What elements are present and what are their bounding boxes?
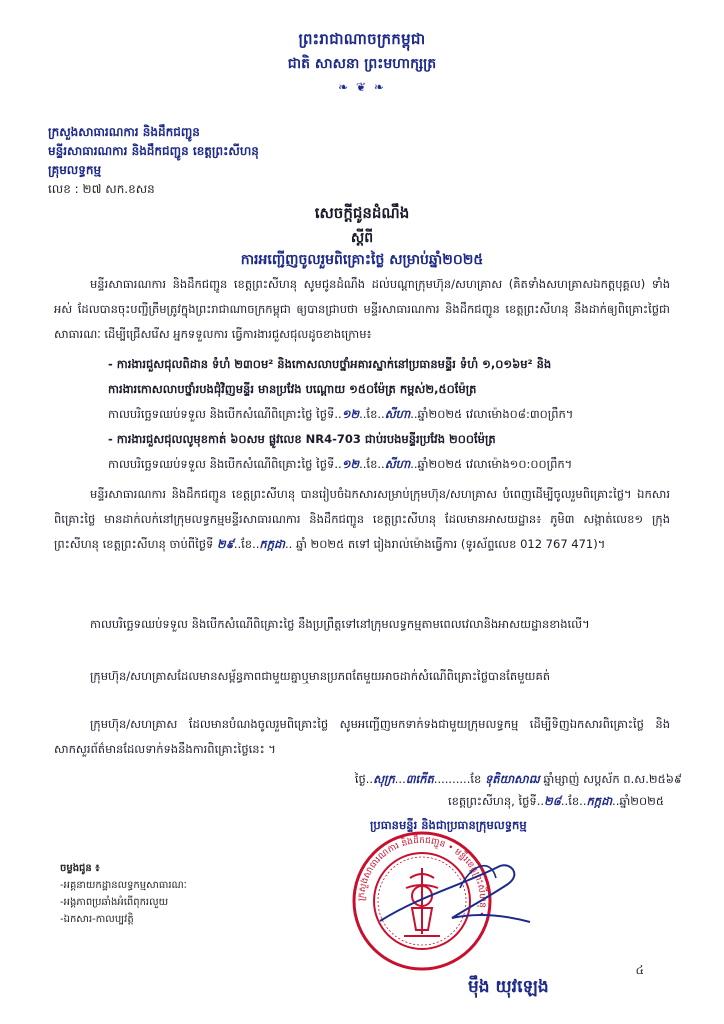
cc-item-1: -អគ្គនាយកដ្ឋានលទ្ធកម្មសាធារណៈ — [60, 880, 187, 891]
ministry-name: ក្រសួងសាធារណការ និងដឹកជញ្ជូន — [48, 125, 200, 139]
cc-item-2: -អង្គភាពប្រឆាំងអំពើពុករលួយ — [60, 897, 169, 908]
opening-paragraph: កាលបរិច្ឆេទឈប់ទទួល និងបើកសំណើពិគ្រោះថ្លៃ នឹងប្រព្រឹត្តទៅនៅក្រុមលទ្ធកម្មតាមពេលវេលានិងអាសយដ្ឋានខាងលើ។ — [90, 617, 590, 631]
item1-line1: - ការងារជួសជុលពិដាន ទំហំ ២៣០ម² និងកោសលាបថ្នាំអគារស្នាក់នៅប្រធានមន្ទីរ ទំហំ ១,០១៦ម² និង — [108, 357, 552, 371]
signatory-title: ប្រធានមន្ទីរ និងជាប្រធានក្រុមលទ្ធកម្ម — [370, 818, 527, 832]
solar-post: ..ឆ្នាំ២០២៥ — [612, 794, 664, 808]
lunar-date — [292, 772, 682, 789]
reference-number: លេខ : ២៧ សក.ខសន — [48, 182, 155, 196]
item1-deadline — [108, 402, 670, 427]
solar-date — [292, 794, 664, 811]
ornament-divider: ❧ ❦ ❧ — [338, 80, 386, 94]
contact-paragraph: ក្រុមហ៊ុន/សហគ្រាស ដែលមានបំណងចូលរួមពិគ្រោះថ្លៃ សូមអញ្ជើញមកទាក់ទងជាមួយក្រុមលទ្ធកម្ម ដើម្បីទិញឯកសារពិគ្រោះថ្លៃ និងសាកសួរព័ត៌មានដែលទាក់ទងនឹងការពិគ្រោះថ្លៃនេះ ។ — [54, 717, 670, 756]
lunar-mid2: ..........ខែ — [433, 772, 485, 786]
lunar-pre: ថ្ងៃ.. — [354, 772, 374, 786]
solar-pre: ខេត្តព្រះសីហនុ, ថ្ងៃទី.. — [447, 794, 545, 808]
solar-day: ២៨ — [544, 794, 561, 808]
para2-pre: មន្ទីរសាធារណការ និងដឹកជញ្ជូន ខេត្តព្រះសីហនុ បានរៀបចំឯកសារសម្រាប់ក្រុមហ៊ុន/សហគ្រាស បំពេញដើម្បីចូលរួមពិគ្រោះថ្លៃ។ ឯកសារពិគ្រោះថ្លៃ មានដាក់លក់នៅក្រុមលទ្ធកម្មមន្ទីរសាធារណការ និងដឹកជញ្ជូន ខេត្តព្រះសីហនុ ដែលមានអាសយដ្ឋាន៖ ភូមិ៣ សង្កាត់លេខ១ ក្រុងព្រះសីហនុ ខេត្តព្រះសីហនុ ចាប់ពីថ្ងៃទី — [54, 487, 670, 551]
item2-deadline-post: ..ឆ្នាំ២០២៥ វេលាម៉ោង១០:០០ព្រឹក។ — [410, 457, 573, 471]
item2-deadline-pre: កាលបរិច្ឆេទឈប់ទទួល និងបើកសំណើពិគ្រោះថ្លៃ ថ្ងៃទី.. — [108, 457, 342, 471]
signatory-name: ម៉ឹង យុវឡេង — [468, 977, 549, 997]
department-name: មន្ទីរសាធារណការ និងដឹកជញ្ជូន ខេត្តព្រះសីហនុ — [48, 144, 259, 158]
item1-line2: ការងារកោសលាបថ្នាំរបងជុំវិញមន្ទីរ មានប្រវែង បណ្ដោយ ១៥០ម៉ែត្រ កម្ពស់២,៥០ម៉ែត្រ — [108, 382, 477, 396]
para2-day: ២៩ — [216, 537, 234, 551]
solar-month: កក្កដា — [586, 794, 613, 808]
national-motto: ជាតិ សាសនា ព្រះមហាក្សត្រ — [287, 56, 437, 72]
lunar-post: ឆ្នាំម្សាញ់ សប្តស័ក ព.ស.២៥៦៩ — [539, 772, 682, 786]
item1-mid: ..ខែ.. — [359, 407, 385, 421]
para2-mid: ..ខែ.. — [233, 537, 260, 551]
lunar-date-value: ៣កើត — [405, 772, 434, 786]
affiliation-paragraph: ក្រុមហ៊ុន/សហគ្រាសដែលមានសម្ព័ន្ធភាពជាមួយគ្នាឬមានប្រភពតែមួយអាចដាក់សំណើពិគ្រោះថ្លៃបានតែមួយគត់ — [90, 669, 551, 683]
notice-subject: ការអញ្ជើញចូលរួមពិគ្រោះថ្លៃ សម្រាប់ឆ្នាំ២០២៥ — [240, 252, 484, 268]
intro-paragraph: មន្ទីរសាធារណការ និងដឹកជញ្ជូន ខេត្តព្រះសីហនុ សូមជូនដំណឹង ដល់បណ្ដាក្រុមហ៊ុន/សហគ្រាស (គិតទាំងសហគ្រាសឯកត្តបុគ្គល) ទាំងអស់ ដែលបានចុះបញ្ជីត្រឹមត្រូវក្នុងព្រះរាជាណាចក្រកម្ពុជា ឲ្យបានជ្រាបថា មន្ទីរសាធារណការ និងដឹកជញ្ជូន ខេត្តព្រះសីហនុ នឹងដាក់ឲ្យពិគ្រោះថ្លៃជាសាធារណៈ ដើម្បីជ្រើសរើស អ្នកទទួលការ ធ្វើការងារជួសជុលដូចខាងក្រោម៖ — [54, 277, 670, 341]
item1-month: សីហា — [384, 407, 411, 421]
para2-month: កក្កដា — [259, 537, 285, 551]
para2-post: .. ឆ្នាំ ២០២៥ តទៅ រៀងរាល់ម៉ោងធ្វើការ (ទូរស័ព្ទលេខ 012 767 471)។ — [284, 537, 606, 551]
lunar-day: សុក្រ — [373, 772, 395, 786]
item1-deadline-pre: កាលបរិច្ឆេទឈប់ទទួល និងបើកសំណើពិគ្រោះថ្លៃ ថ្ងៃទី.. — [108, 407, 342, 421]
copy-recipients — [60, 860, 187, 928]
notice-about: ស្ដីពី — [350, 230, 374, 246]
kingdom-heading: ព្រះរាជាណាចក្រកម្ពុជា — [298, 30, 426, 48]
committee-name: គ្រុមលទ្ធកម្ម — [48, 163, 102, 177]
item2-mid: ..ខែ.. — [359, 457, 385, 471]
seal-emblem — [404, 868, 440, 936]
cc-label: ចម្លងជូន ៖ — [60, 863, 100, 874]
page-number: ៤ — [635, 963, 644, 977]
seal-ring-text: ក្រសួងសាធារណការ និងដឹកជញ្ជូន • មន្ទីរខេត្តព្រះសីហនុ • — [356, 835, 488, 918]
item2-deadline — [108, 452, 670, 477]
lunar-mid1: ... — [394, 772, 406, 786]
item1-deadline-post: ..ឆ្នាំ២០២៥ វេលាម៉ោង០៨:៣០ព្រឹក។ — [410, 407, 574, 421]
documents-paragraph — [54, 482, 670, 557]
official-seal-and-signature — [340, 826, 540, 976]
work-item-1 — [108, 352, 670, 477]
notice-title: សេចក្ដីជូនដំណឹង — [314, 204, 410, 222]
item2-day: ១២ — [341, 457, 360, 471]
lunar-month: ទុតិយាសាឍ — [484, 772, 540, 786]
solar-mid: ..ខែ.. — [560, 794, 587, 808]
item2-line1: - ការងារជួសជុលលូមុខកាត់ ៦០សម ផ្លូវលេខ NR4-703 ជាប់របងមន្ទីរប្រវែង ២០០ម៉ែត្រ — [108, 432, 496, 446]
item1-day: ១២ — [341, 407, 360, 421]
item2-month: សីហា — [384, 457, 411, 471]
handwritten-signature — [380, 865, 530, 922]
cc-item-3: -ឯកសារ-កាលប្បវត្តិ — [60, 914, 134, 925]
